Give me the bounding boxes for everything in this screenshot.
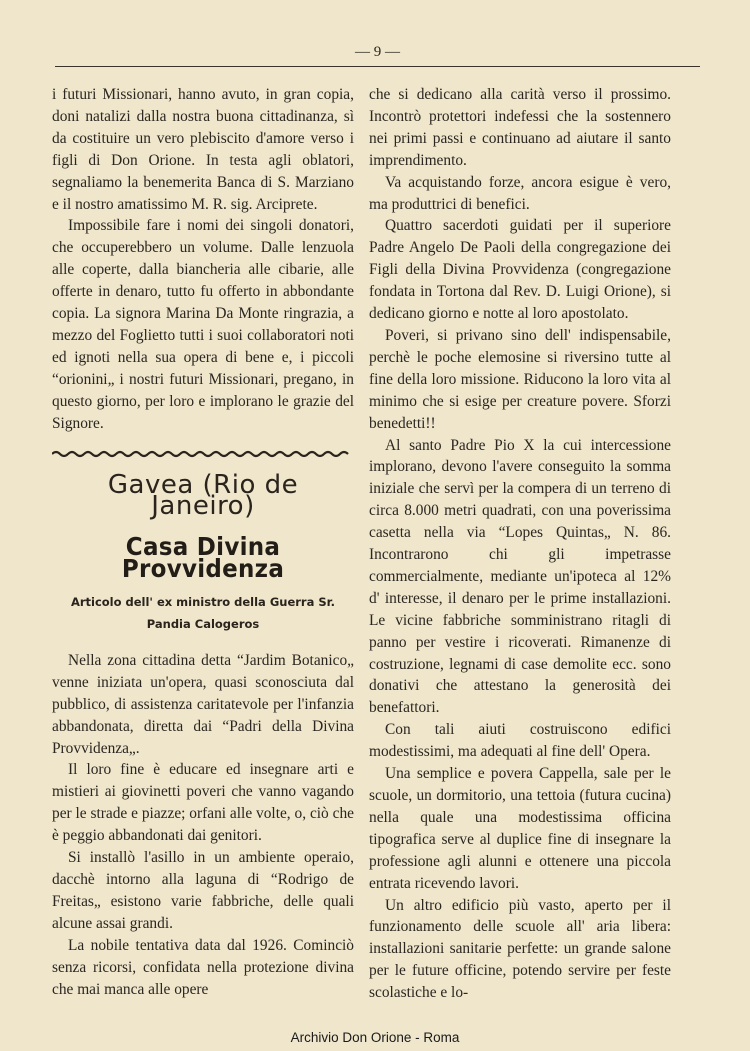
article-paragraph: Si installò l'asillo in un ambiente operaio, dacchè intorno alla laguna di “Rodrigo de Freitas„ esistono varie fabbriche, delle quali alcune assai grandi. bbox=[52, 849, 354, 932]
article-paragraph: La nobile tentativa data dal 1926. Cominciò senza ricorsi, confidata nella protezione divina che mai manca alle opere bbox=[52, 936, 354, 998]
article-paragraph: Una semplice e povera Cappella, sale per le scuole, un dormitorio, una tettoia (futura cucina) nella quale una modestissima officina tipografica serve al duplice fine di insegnare la professione agli alunni e ottenere una piccola entrata ricevendo lavori. bbox=[369, 765, 671, 892]
section-place-heading: Gavea (Rio de Janeiro) bbox=[107, 469, 299, 522]
header-rule bbox=[55, 66, 700, 67]
right-column bbox=[369, 84, 671, 1004]
page-number: — 9 — bbox=[355, 44, 400, 60]
intro-paragraph: i futuri Missionari, hanno avuto, in gran copia, doni natalizi dalla nostra buona cittadinanza, sì da costituire un vero plebiscito d'amore verso i figli di Don Orione. In testa agli oblatori, segnaliamo la benemerita Banca di S. Marziano e il nostro amatissimo M. R. sig. Arciprete. bbox=[52, 86, 354, 213]
section-subtitle: Articolo dell' ex ministro della Guerra Sr. Pandia Calogeros bbox=[70, 595, 336, 632]
archive-footer: Archivio Don Orione - Roma bbox=[290, 1030, 460, 1045]
left-column bbox=[52, 84, 354, 1000]
intro-paragraph: Impossibile fare i nomi dei singoli donatori, che occuperebbero un volume. Dalle lenzuola alle coperte, dalla biancheria alle cibarie, alle offerte in denaro, tutto fu offerto in abbondante copia. La signora Marina Da Monte ringrazia, a mezzo del Foglietto tutti i suoi collaboratori noti ed ignoti nella sua opera di bene e, i piccoli “orionini„ i nostri futuri Missionari, pregano, in questo giorno, per loro e implorano le grazie del Signore. bbox=[52, 217, 354, 432]
article-paragraph: Poveri, si privano sino dell' indispensabile, perchè le poche elemosine si riversino tutte al fine della loro missione. Riducono la loro vita al minimo che si esige per creature povere. Sforzi benedetti!! bbox=[369, 326, 671, 432]
article-paragraph: Il loro fine è educare ed insegnare arti e mistieri ai giovinetti poveri che vanno vagando per le strade e piazze; orfani alle volte, o, ciò che è peggio abbandonati dai genitori. bbox=[52, 761, 354, 845]
section-title: Casa Divina Provvidenza bbox=[121, 532, 285, 584]
article-paragraph: che si dedicano alla carità verso il prossimo. Incontrò protettori indefessi che la sostennero nei primi passi e continuano ad aiutare il santo imprendimento. bbox=[369, 86, 671, 169]
article-paragraph: Con tali aiuti costruiscono edifici modestissimi, ma adequati al fine dell' Opera. bbox=[369, 721, 671, 761]
article-paragraph: Nella zona cittadina detta “Jardim Botanico„ venne iniziata un'opera, quasi sconosciuta dal pubblico, di assistenza caritatevole per l'infanzia abbandonata, diretta dai “Padri della Divina Provvidenza„. bbox=[52, 651, 354, 757]
article-paragraph: Quattro sacerdoti guidati per il superiore Padre Angelo De Paoli della congregazione dei Figli della Divina Provvidenza (congregazione fondata in Tortona dal Rev. D. Luigi Orione), si dedicano giorno e notte al loro apostolato. bbox=[369, 217, 671, 323]
article-paragraph: Un altro edificio più vasto, aperto per il funzionamento delle scuole all' aria libera: installazioni sanitarie perfette: un grande salone per le future officine, potendo servire per feste scolastiche e lo- bbox=[369, 896, 671, 1002]
article-paragraph: Al santo Padre Pio X la cui intercessione implorano, devono l'avere conseguito la somma iniziale che servì per la compera di un terreno di circa 8.000 metri quadrati, con una poverissima casetta nella via “Lopes Quintas„ N. 86. Incontrarono chi gli impetrasse commercialmente, mediante un'ipoteca al 12% d' interesse, il denaro per le prime installazioni. Le vicine fabbriche somministrano ritagli di panno per vestire i ricoverati. Rimanenze di costruzione, legnami di case demolite ecc. sono donativi che attestano la generosità dei benefattori. bbox=[369, 436, 671, 717]
wavy-divider bbox=[52, 449, 350, 459]
article-paragraph: Va acquistando forze, ancora esigue è vero, ma produttrici di benefici. bbox=[369, 173, 671, 213]
